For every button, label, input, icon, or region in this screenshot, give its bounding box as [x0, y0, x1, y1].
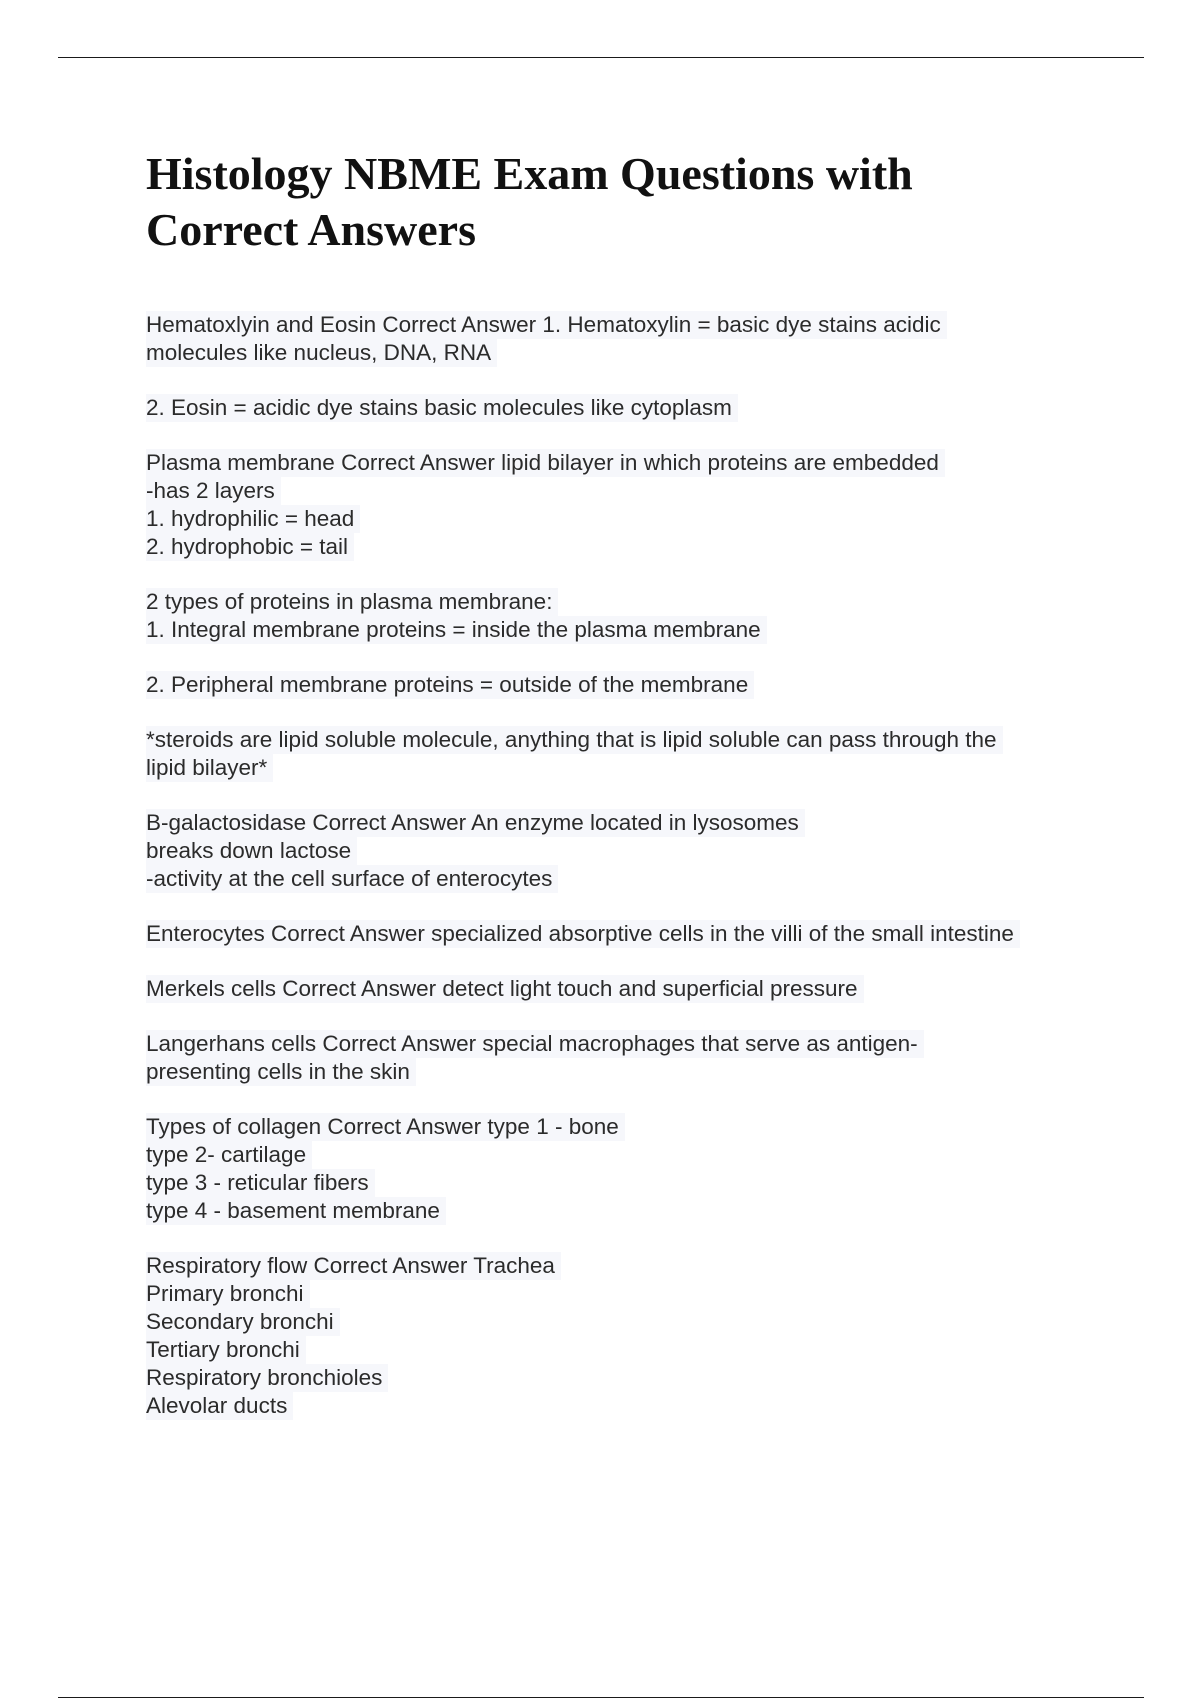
footer-rule — [58, 1697, 1144, 1698]
text-line: *steroids are lipid soluble molecule, anything that is lipid soluble can pass through the — [146, 726, 1003, 754]
text-line: Respiratory bronchioles — [146, 1364, 388, 1392]
text-line: 1. Integral membrane proteins = inside the plasma membrane — [146, 616, 767, 644]
text-line: 2. hydrophobic = tail — [146, 533, 354, 561]
text-line: 1. hydrophilic = head — [146, 505, 360, 533]
text-line: Primary bronchi — [146, 1280, 310, 1308]
qa-block-eosin — [146, 394, 1146, 422]
text-line: Enterocytes Correct Answer specialized absorptive cells in the villi of the small intestine — [146, 920, 1020, 948]
text-line: Plasma membrane Correct Answer lipid bilayer in which proteins are embedded — [146, 449, 945, 477]
text-line: Hematoxlyin and Eosin Correct Answer 1. Hematoxylin = basic dye stains acidic — [146, 311, 947, 339]
qa-block-membrane-proteins — [146, 588, 1146, 644]
qa-block-respiratory-flow — [146, 1252, 1146, 1420]
text-line: -has 2 layers — [146, 477, 281, 505]
qa-block-b-galactosidase — [146, 809, 1146, 893]
text-line: Respiratory flow Correct Answer Trachea — [146, 1252, 561, 1280]
text-line: 2. Peripheral membrane proteins = outside of the membrane — [146, 671, 754, 699]
text-line: molecules like nucleus, DNA, RNA — [146, 339, 497, 367]
text-line: Alevolar ducts — [146, 1392, 293, 1420]
text-line: Langerhans cells Correct Answer special macrophages that serve as antigen- — [146, 1030, 924, 1058]
qa-block-enterocytes — [146, 920, 1146, 948]
qa-block-steroids-note — [146, 726, 1146, 782]
text-line: Merkels cells Correct Answer detect light touch and superficial pressure — [146, 975, 864, 1003]
text-line: Secondary bronchi — [146, 1308, 340, 1336]
qa-content — [146, 311, 1146, 1447]
text-line: 2. Eosin = acidic dye stains basic molecules like cytoplasm — [146, 394, 738, 422]
title-line-1: Histology NBME Exam Questions with — [146, 148, 913, 199]
text-line: type 2- cartilage — [146, 1141, 312, 1169]
text-line: breaks down lactose — [146, 837, 357, 865]
header-rule — [58, 57, 1144, 58]
qa-block-peripheral-proteins — [146, 671, 1146, 699]
qa-block-merkels-cells — [146, 975, 1146, 1003]
qa-block-plasma-membrane — [146, 449, 1146, 561]
text-line: B-galactosidase Correct Answer An enzyme located in lysosomes — [146, 809, 805, 837]
qa-block-langerhans-cells — [146, 1030, 1146, 1086]
text-line: 2 types of proteins in plasma membrane: — [146, 588, 558, 616]
text-line: Tertiary bronchi — [146, 1336, 306, 1364]
text-line: presenting cells in the skin — [146, 1058, 416, 1086]
text-line: type 4 - basement membrane — [146, 1197, 446, 1225]
title-line-2: Correct Answers — [146, 204, 476, 255]
text-line: Types of collagen Correct Answer type 1 - bone — [146, 1113, 625, 1141]
qa-block-collagen-types — [146, 1113, 1146, 1225]
qa-block-hematoxylin-eosin — [146, 311, 1146, 367]
page-title — [146, 146, 1106, 258]
text-line: type 3 - reticular fibers — [146, 1169, 375, 1197]
text-line: -activity at the cell surface of enterocytes — [146, 865, 558, 893]
text-line: lipid bilayer* — [146, 754, 273, 782]
